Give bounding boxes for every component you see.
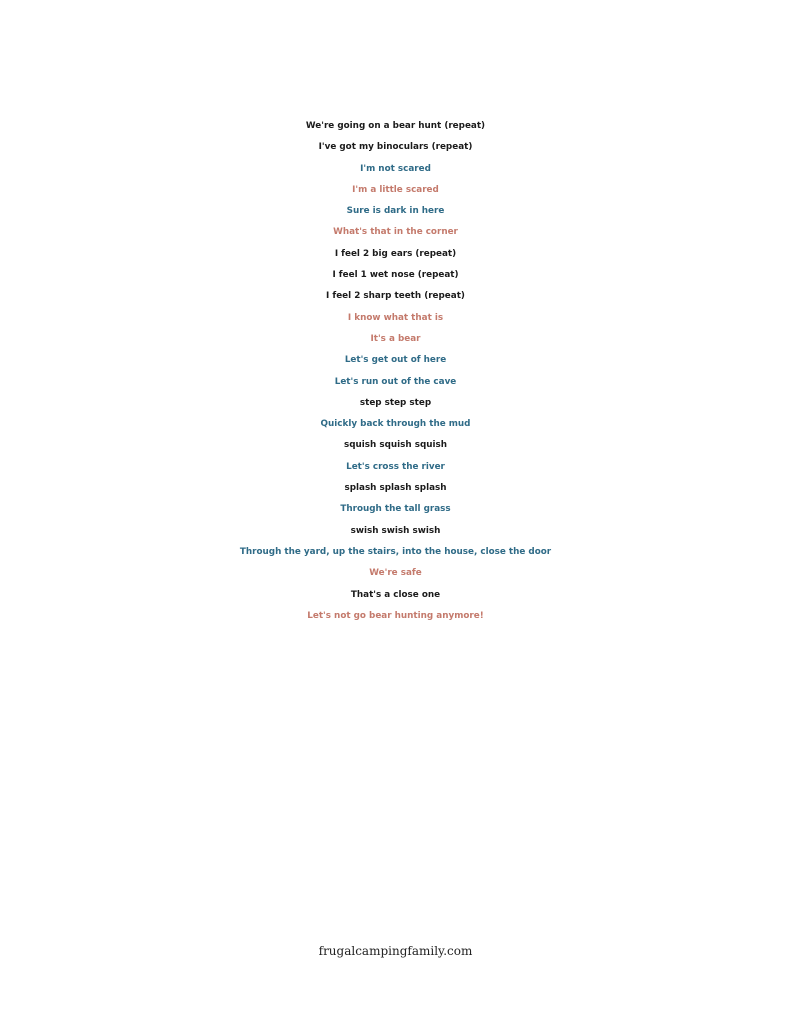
chant-line: Through the tall grass [340, 504, 451, 515]
chant-line: What's that in the corner [333, 227, 458, 238]
chant-line: I'm a little scared [352, 184, 439, 195]
chant-line: I'm not scared [360, 163, 431, 174]
chant-line: I know what that is [347, 312, 444, 323]
chant-line: Sure is dark in here [346, 206, 445, 217]
chant-line: I've got my binoculars (repeat) [318, 142, 473, 153]
chant-line: Let's cross the river [346, 461, 445, 472]
chant-line: Quickly back through the mud [320, 419, 471, 430]
chant-line: Let's run out of the cave [334, 376, 457, 387]
chant-line: Through the yard, up the stairs, into the house, close the door [239, 546, 552, 557]
chant-line: step step step [359, 397, 432, 408]
chant-line: We're going on a bear hunt (repeat) [305, 121, 486, 131]
chant-line: Let's not go bear hunting anymore! [307, 610, 484, 621]
chant-line: I feel 2 sharp teeth (repeat) [326, 291, 465, 302]
chant-line: I feel 1 wet nose (repeat) [332, 270, 459, 281]
chant-line: Let's get out of here [344, 355, 447, 366]
chant-line: It's a bear [370, 333, 421, 344]
chant-line: splash splash splash [344, 483, 447, 494]
chant-line: swish swish swish [350, 525, 441, 536]
chant-line: I feel 2 big ears (repeat) [334, 248, 457, 259]
chant-lines [0, 116, 791, 627]
chant-line: squish squish squish [343, 440, 448, 451]
chant-line: We're safe [369, 568, 422, 579]
footer-website: frugalcampingfamily.com [318, 944, 473, 958]
chant-line: That's a close one [350, 589, 441, 600]
